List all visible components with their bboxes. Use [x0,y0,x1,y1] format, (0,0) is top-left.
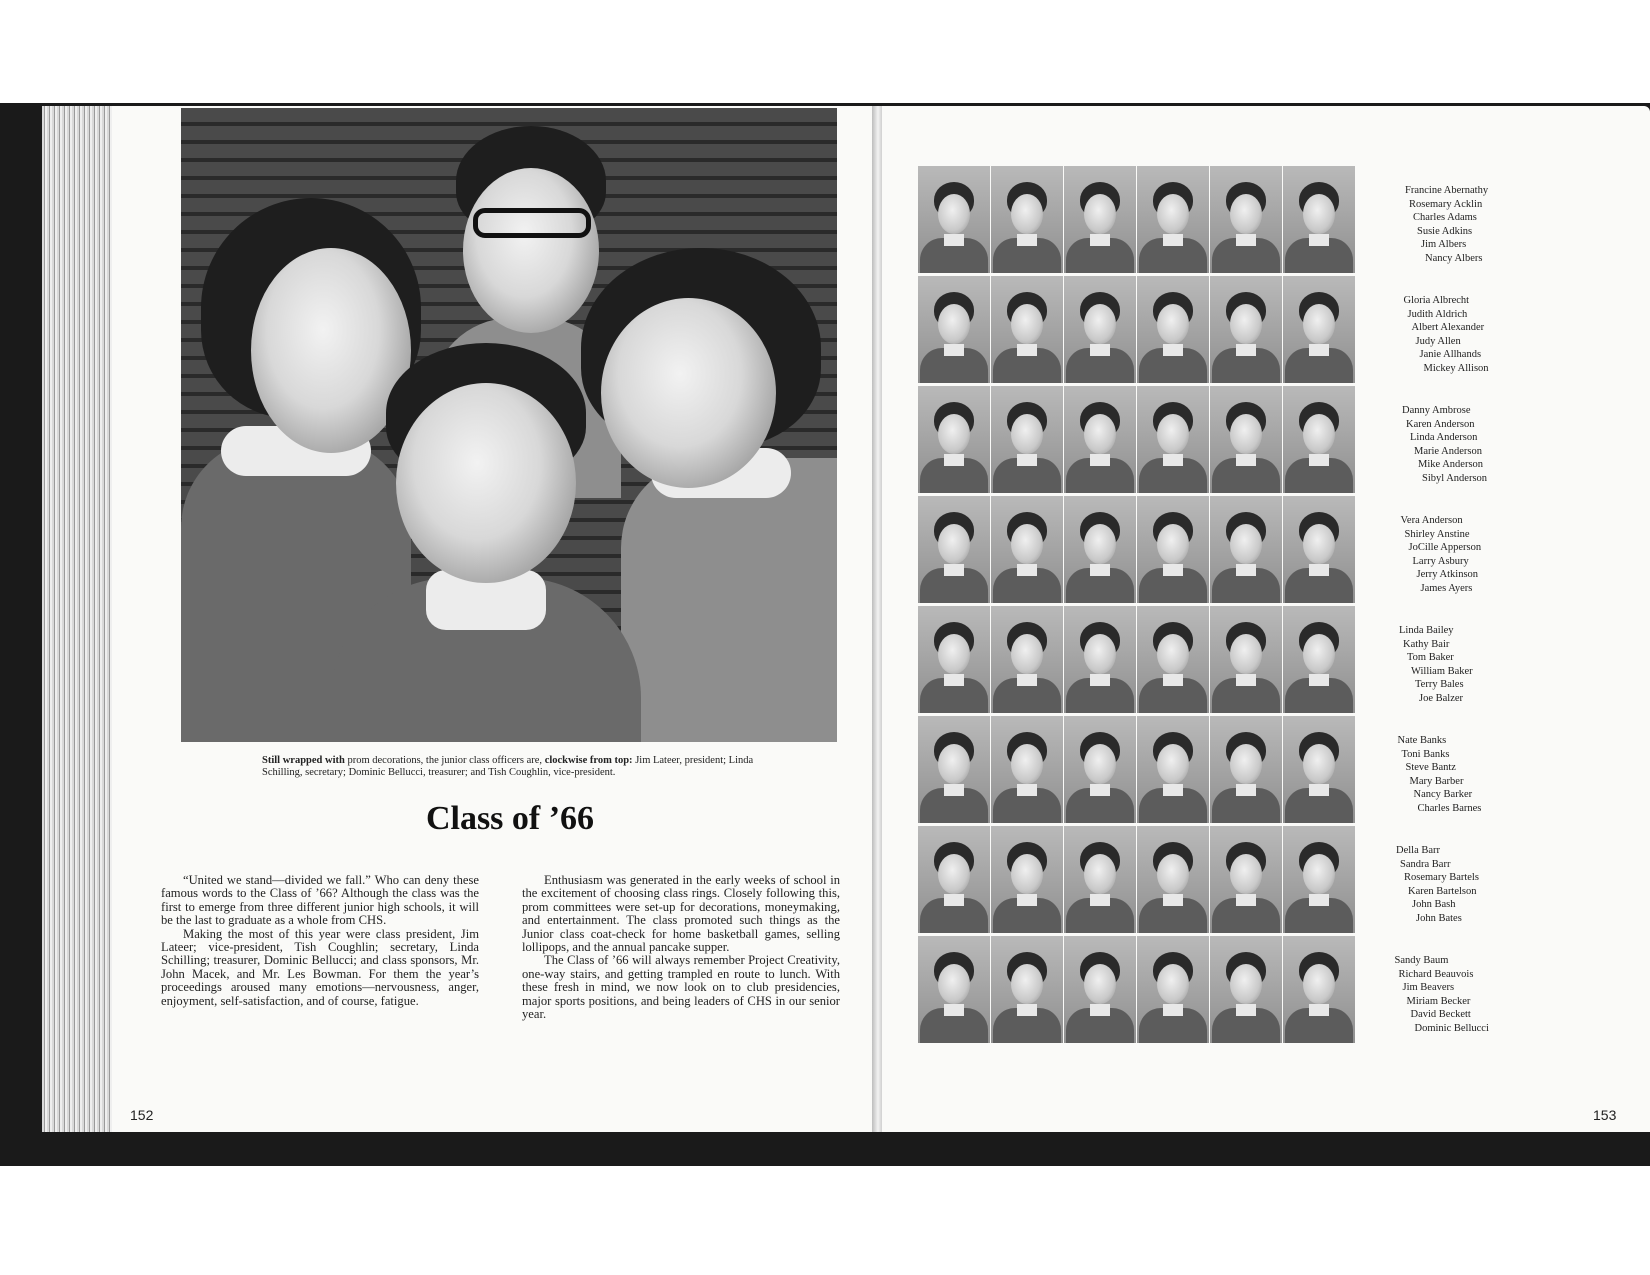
student-portrait [1137,606,1209,713]
student-portrait [1283,606,1355,713]
photo-figure-top-face [463,168,599,333]
portrait-face [938,744,970,784]
student-name: Larry Asbury [1412,555,1469,567]
student-portrait [918,496,990,603]
student-portrait [1137,276,1209,383]
portrait-face [1303,194,1335,234]
portrait-face [1303,744,1335,784]
student-name: Mike Anderson [1418,459,1484,471]
page-title: Class of ’66 [425,800,595,837]
student-name: Miriam Becker [1406,995,1471,1007]
student-portrait [991,386,1063,493]
student-portrait [1283,826,1355,933]
portrait-face [1084,414,1116,454]
portrait-face [1230,414,1262,454]
portrait-collar [1236,1004,1256,1016]
student-name: Terry Bales [1415,679,1464,691]
student-name: Karen Anderson [1406,418,1475,430]
portrait-collar [1017,784,1037,796]
portrait-collar [1236,344,1256,356]
portrait-collar [1090,564,1110,576]
photo-figure-right-body [621,458,837,742]
student-name: Linda Bailey [1399,625,1454,636]
portrait-collar [944,234,964,246]
student-portrait [1064,606,1136,713]
portrait-collar [1236,564,1256,576]
portrait-collar [1090,674,1110,686]
name-group [1401,514,1531,596]
portrait-collar [1163,1004,1183,1016]
name-group [1402,404,1532,486]
student-portrait [1137,936,1209,1043]
portrait-collar [1017,894,1037,906]
student-name: Mary Barber [1409,775,1464,787]
student-portrait [918,716,990,823]
portrait-face [938,524,970,564]
student-name: John Bates [1416,912,1462,924]
student-name: Janie Allhands [1419,349,1482,361]
body-column-right [522,874,840,1021]
portrait-collar [1017,564,1037,576]
portrait-collar [1163,784,1183,796]
student-portrait [1210,166,1282,273]
portrait-collar [1309,344,1329,356]
student-portrait [1137,166,1209,273]
portrait-face [1230,854,1262,894]
body-column-left [161,874,479,1008]
portrait-face [1084,854,1116,894]
student-name: Jim Beavers [1402,982,1455,994]
portrait-face [1230,524,1262,564]
photo-caption [262,755,782,779]
student-portrait [1064,496,1136,603]
student-name: William Baker [1411,665,1473,677]
student-portrait [1210,716,1282,823]
student-name: Richard Beauvois [1398,968,1474,980]
portrait-face [1303,634,1335,674]
student-name: Francine Abernathy [1405,185,1489,196]
portrait-face [1230,194,1262,234]
student-name: Jerry Atkinson [1416,569,1479,581]
name-group [1398,734,1528,816]
student-portrait [1283,716,1355,823]
portrait-collar [944,674,964,686]
student-name: Gloria Albrecht [1403,295,1470,306]
student-name: Judy Allen [1415,335,1461,347]
student-portrait [991,166,1063,273]
portrait-collar [1017,674,1037,686]
student-name: Charles Adams [1413,212,1477,224]
portrait-face [1011,194,1043,234]
portrait-face [1303,304,1335,344]
body-paragraph: Making the most of this year were class president, Jim Lateer; vice-president, Tish Coughlin; secretary, Linda Schilling; treasurer, Dominic Bellucci; and class sponsors, Mr. John Macek, and Mr. Les Bowman. For them the year’s proceedings aroused many emotions—nervousness, anger, enjoyment, self-satisfaction, and of course, fatigue. [161,926,479,1008]
student-portrait [1210,936,1282,1043]
student-name: Nancy Barker [1413,789,1473,801]
portrait-collar [944,564,964,576]
photo-figure-front-face [396,383,576,583]
name-group [1405,184,1535,266]
portrait-face [1011,524,1043,564]
student-portrait [1137,826,1209,933]
portrait-collar [1309,234,1329,246]
student-name: Toni Banks [1401,748,1450,760]
student-portrait [991,826,1063,933]
student-name: Sibyl Anderson [1422,472,1488,484]
junior-class-officers-photo [181,108,837,742]
student-portrait [918,276,990,383]
student-portrait [918,936,990,1043]
student-portrait [918,386,990,493]
portrait-collar [1309,784,1329,796]
student-name: David Beckett [1410,1009,1471,1021]
portrait-collar [944,1004,964,1016]
caption-text-2: Jim Lateer, president; Linda Schilling, secretary; Dominic Bellucci, treasurer; and Tish Coughlin, vice-president. [262,755,754,778]
portrait-collar [1309,894,1329,906]
portrait-face [938,634,970,674]
portrait-collar [1090,894,1110,906]
student-portrait [1064,826,1136,933]
portrait-face [1084,194,1116,234]
student-name: Shirley Anstine [1404,528,1470,540]
student-portrait [991,936,1063,1043]
body-paragraph: Enthusiasm was generated in the early weeks of school in the excitement of choosing class rings. Closely following this, prom committees were set-up for decorations, moneymaking, and entertainment. The class promoted such things as the Junior class coat-check for home basketball games, selling lollipops, and the annual pancake supper. [522,873,840,955]
portrait-collar [1090,1004,1110,1016]
student-name: Marie Anderson [1414,445,1482,457]
student-name: Danny Ambrose [1402,405,1471,416]
student-portrait [1064,716,1136,823]
student-name: Rosemary Bartels [1404,872,1479,884]
portrait-face [938,304,970,344]
name-group [1396,844,1526,926]
name-group [1404,294,1534,376]
student-portrait [918,826,990,933]
student-name: Charles Barnes [1417,802,1482,814]
student-name: Tom Baker [1407,652,1454,664]
portrait-collar [1236,674,1256,686]
portrait-collar [1017,234,1037,246]
portrait-face [938,964,970,1004]
portrait-face [1084,524,1116,564]
student-portrait [1283,276,1355,383]
caption-bold-lead: Still wrapped with [262,755,345,766]
portrait-collar [1309,454,1329,466]
portrait-face [1011,964,1043,1004]
student-portrait [991,716,1063,823]
student-name: Dominic Bellucci [1414,1022,1489,1034]
student-portrait [991,276,1063,383]
student-portrait [1283,166,1355,273]
portrait-collar [1309,1004,1329,1016]
student-portrait [991,496,1063,603]
portrait-collar [1017,1004,1037,1016]
name-group [1395,954,1525,1036]
portrait-face [1157,194,1189,234]
name-group [1399,624,1529,706]
portrait-face [1230,744,1262,784]
portrait-collar [1163,234,1183,246]
student-portrait [1283,386,1355,493]
student-name: Joe Balzer [1419,692,1464,704]
student-name: Albert Alexander [1411,322,1485,334]
portrait-collar [1163,564,1183,576]
portrait-face [1011,304,1043,344]
portrait-collar [1017,454,1037,466]
portrait-collar [1163,674,1183,686]
student-name: Susie Adkins [1417,225,1473,237]
student-name: Judith Aldrich [1407,308,1468,320]
portrait-face [938,854,970,894]
portrait-face [1230,964,1262,1004]
student-portrait [991,606,1063,713]
student-portrait [1064,936,1136,1043]
portrait-collar [1236,454,1256,466]
student-name: Steve Bantz [1405,762,1456,774]
portrait-collar [1309,674,1329,686]
body-paragraph: “United we stand—divided we fall.” Who can deny these famous words to the Class of ’66? Although the class was the first to emerge from three different junior high schools, it will be the last to graduate as a whole from CHS. [161,873,479,928]
portrait-face [1011,414,1043,454]
book-gutter [872,106,882,1132]
portrait-face [1303,964,1335,1004]
student-name: Mickey Allison [1423,362,1489,374]
student-portrait [1283,496,1355,603]
portrait-collar [1090,234,1110,246]
portrait-collar [944,894,964,906]
portrait-face [1303,414,1335,454]
student-name: Della Barr [1396,845,1441,856]
portrait-face [938,414,970,454]
portrait-face [1157,414,1189,454]
portrait-collar [944,454,964,466]
portrait-face [1011,854,1043,894]
portrait-collar [1090,344,1110,356]
portrait-collar [1236,784,1256,796]
student-name: Linda Anderson [1410,432,1478,444]
student-name: John Bash [1412,899,1456,911]
portrait-face [1230,304,1262,344]
student-portrait [918,606,990,713]
student-portrait [1210,276,1282,383]
student-portrait [1137,716,1209,823]
student-portrait [1064,166,1136,273]
portrait-face [1157,524,1189,564]
portrait-face [1157,854,1189,894]
page-edges [42,106,112,1132]
portrait-collar [1090,784,1110,796]
portrait-face [1084,744,1116,784]
student-name: Sandy Baum [1394,955,1449,966]
caption-text-1: prom decorations, the junior class officers are, [344,755,545,766]
student-name: Karen Bartelson [1408,885,1477,897]
portrait-collar [1163,344,1183,356]
portrait-face [1303,854,1335,894]
portrait-collar [944,344,964,356]
portrait-face [1084,634,1116,674]
portrait-face [1157,744,1189,784]
student-name: Kathy Bair [1403,638,1450,650]
portrait-face [1157,964,1189,1004]
student-name: Nancy Albers [1425,252,1483,264]
student-portrait [1137,386,1209,493]
body-paragraph: The Class of ’66 will always remember Project Creativity, one-way stairs, and getting trampled en route to lunch. With these fresh in mind, we now look on to club presidencies, major sports positions, and being leaders of CHS in our senior year. [522,953,840,1022]
portrait-face [1084,304,1116,344]
portrait-collar [1090,454,1110,466]
student-portrait [918,166,990,273]
student-portrait [1210,606,1282,713]
glasses-icon [473,208,591,238]
portrait-face [1011,744,1043,784]
student-portrait [1283,936,1355,1043]
page-number-right: 153 [1593,1107,1617,1123]
student-name: Sandra Barr [1400,858,1451,870]
portrait-face [1157,304,1189,344]
student-name: Vera Anderson [1400,515,1463,526]
portrait-face [938,194,970,234]
student-portrait [1210,386,1282,493]
photo-figure-right-face [601,298,776,488]
student-name: Rosemary Acklin [1409,198,1483,210]
portrait-face [1084,964,1116,1004]
student-portrait-grid [918,166,1355,1043]
caption-bold-direction: clockwise from top: [544,755,633,766]
student-name: JoCille Apperson [1408,542,1482,554]
portrait-face [1011,634,1043,674]
portrait-face [1157,634,1189,674]
portrait-collar [1309,564,1329,576]
portrait-collar [1017,344,1037,356]
student-portrait [1210,496,1282,603]
portrait-collar [1163,894,1183,906]
portrait-collar [1236,234,1256,246]
portrait-collar [944,784,964,796]
student-name: Nate Banks [1397,735,1447,746]
student-name: Jim Albers [1421,239,1467,251]
portrait-face [1230,634,1262,674]
student-portrait [1064,386,1136,493]
portrait-collar [1163,454,1183,466]
page-number-left: 152 [130,1107,154,1123]
portrait-face [1303,524,1335,564]
student-name: James Ayers [1420,582,1473,594]
student-portrait [1137,496,1209,603]
student-portrait [1210,826,1282,933]
portrait-collar [1236,894,1256,906]
student-portrait [1064,276,1136,383]
